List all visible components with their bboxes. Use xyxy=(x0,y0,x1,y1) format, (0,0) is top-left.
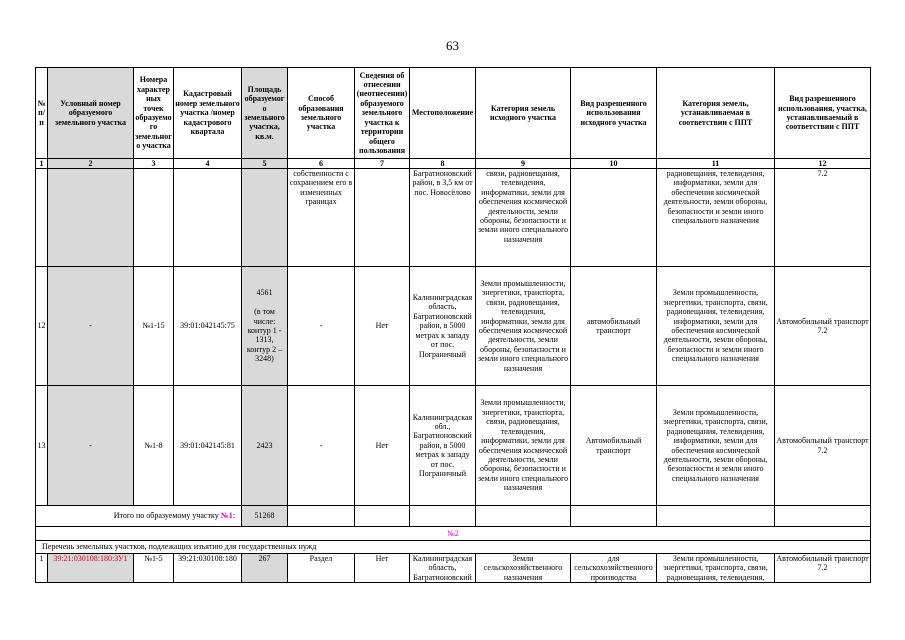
table-cell xyxy=(174,169,242,267)
formation-method-cell: - xyxy=(288,267,355,386)
header-cell: № п/п xyxy=(36,68,48,159)
public-use-cell: Нет xyxy=(355,554,410,583)
conditional-number-cell: 39:21:030108:180:ЗУ1 xyxy=(48,554,134,583)
table-cell xyxy=(134,169,174,267)
permitted-use-ppt-cell: Автомобильный транспорт 7.2 xyxy=(775,267,871,386)
header-cell: Кадастровый номер земельного участка /номер кадастрового квартала xyxy=(174,68,242,159)
row-number-cell: 12 xyxy=(36,267,48,386)
header-cell: Сведения об отнесении (неотнесении) образуемого земельного участка к территории общего пользования xyxy=(355,68,410,159)
area-cell: 4561 (в том числе: контур 1 - 1313, контур 2 – 3248) xyxy=(242,267,288,386)
column-number: 9 xyxy=(476,159,571,169)
permitted-use-ppt-cell: Автомобильный транспорт 7.2 xyxy=(775,386,871,506)
public-use-cell: Нет xyxy=(355,267,410,386)
cadastral-number-cell: 39:01:042145:81 xyxy=(174,386,242,506)
total-label-cell xyxy=(36,506,242,527)
header-cell: Категория земель исходного участка xyxy=(476,68,571,159)
permitted-use-ppt-cell: 7.2 xyxy=(775,169,871,267)
column-number-row xyxy=(36,159,871,169)
column-number: 4 xyxy=(174,159,242,169)
table-row-continued xyxy=(36,169,871,267)
header-cell: Вид разрешенного использования исходного участка xyxy=(571,68,657,159)
table-cell xyxy=(775,506,871,527)
land-category-ppt-cell: Земли промышленности, энергетики, транспорта, связи, радиовещания, телевидения, информатики, земли для обеспечения космической деятельности, земли обороны, безопасности и земли иного специального назначения xyxy=(657,267,775,386)
land-category-cell: Земли сельскохозяйственного назначения xyxy=(476,554,571,583)
permitted-use-ppt-cell: Автомобильный транспорт 7.2 xyxy=(775,554,871,583)
header-cell: Вид разрешенного использования, участка, устанавливаемый в соответствии с ППТ xyxy=(775,68,871,159)
section-heading-row xyxy=(36,527,871,541)
table-cell xyxy=(242,169,288,267)
header-cell: Способ образования земельного участка xyxy=(288,68,355,159)
header-cell: Условный номер образуемого земельного участка xyxy=(48,68,134,159)
table-cell xyxy=(355,169,410,267)
table-row xyxy=(36,267,871,386)
cadastral-number-cell: 39:21:030108:180 xyxy=(174,554,242,583)
land-category-cell: Земли промышленности, энергетики, транспорта, связи, радиовещания, телевидения, информатики, земли для обеспечения космической деятельности, земли обороны, безопасности и земли иного специального назначения xyxy=(476,267,571,386)
header-row xyxy=(36,68,871,159)
column-number: 12 xyxy=(775,159,871,169)
location-cell: Калининградская область, Багратионовский xyxy=(410,554,476,583)
formation-method-cell: - xyxy=(288,386,355,506)
location-cell: Багратионовский район, в 3,5 км от пос. Новосёлово xyxy=(410,169,476,267)
table-cell xyxy=(571,169,657,267)
plot-reference: №1 xyxy=(220,511,233,521)
row-number-cell: 13 xyxy=(36,386,48,506)
page-number: 63 xyxy=(446,38,459,53)
formation-method-cell: Раздел xyxy=(288,554,355,583)
table-cell xyxy=(657,506,775,527)
header-cell: Категория земель, устанавливаемая в соответствии с ППТ xyxy=(657,68,775,159)
table-cell xyxy=(355,506,410,527)
column-number: 2 xyxy=(48,159,134,169)
table-cell xyxy=(36,169,48,267)
public-use-cell: Нет xyxy=(355,386,410,506)
column-number: 6 xyxy=(288,159,355,169)
total-label: Итого по образуемому участку xyxy=(113,511,219,521)
conditional-number-cell: - xyxy=(48,267,134,386)
column-number: 8 xyxy=(410,159,476,169)
points-cell: №1-8 xyxy=(134,386,174,506)
land-category-ppt-cell: Земли промышленности, энергетики, транспорта, связи, радиовещания, телевидения, информатики, земли для обеспечения космической деятельности, земли обороны, безопасности и земли иного специального назначения xyxy=(657,386,775,506)
land-category-ppt-cell: радиовещания, телевидения, информатики, земли для обеспечения космической деятельности, земли обороны, безопасности и земли иного специального назначения xyxy=(657,169,775,267)
land-category-cell: Земли промышленности, энергетики, транспорта, связи, радиовещания, телевидения, информатики, земли для обеспечения космической деятельности, земли обороны, безопасности и земли иного специального назначения xyxy=(476,386,571,506)
conditional-number-cell: - xyxy=(48,386,134,506)
table-cell xyxy=(288,506,355,527)
table-cell xyxy=(476,506,571,527)
total-colon: : xyxy=(232,511,235,521)
area-cell: 2423 xyxy=(242,386,288,506)
permitted-use-cell: Автомобильный транспорт xyxy=(571,386,657,506)
column-number: 5 xyxy=(242,159,288,169)
section-heading: №2 xyxy=(36,527,871,541)
column-number: 3 xyxy=(134,159,174,169)
column-number: 10 xyxy=(571,159,657,169)
points-cell: №1-5 xyxy=(134,554,174,583)
total-area-cell: 51268 xyxy=(242,506,288,527)
section-subtitle-row xyxy=(36,541,871,554)
section-subtitle: Перечень земельных участков, подлежащих изъятию для государственных нужд xyxy=(36,541,871,554)
table-cell xyxy=(410,506,476,527)
column-number: 11 xyxy=(657,159,775,169)
land-plots-table xyxy=(35,67,871,583)
column-number: 7 xyxy=(355,159,410,169)
total-row xyxy=(36,506,871,527)
header-cell: Местоположение xyxy=(410,68,476,159)
formation-method-cell: собственности с сохранением его в измененных границах xyxy=(288,169,355,267)
table-cell xyxy=(571,506,657,527)
location-cell: Калининградская область, Багратионовский район, в 5000 метрах к западу от пос. Пограничный xyxy=(410,267,476,386)
header-cell: Номера характерных точек образуемого земельного участка xyxy=(134,68,174,159)
land-category-cell: связи, радиовещания, телевидения, информатики, земли для обеспечения космической деятельности, земли обороны, безопасности и земли иного специального назначения xyxy=(476,169,571,267)
permitted-use-cell: для сельскохозяйственного производства xyxy=(571,554,657,583)
table-row xyxy=(36,386,871,506)
column-number: 1 xyxy=(36,159,48,169)
cadastral-number-cell: 39:01:042145:75 xyxy=(174,267,242,386)
points-cell: №1-15 xyxy=(134,267,174,386)
row-number-cell: 1 xyxy=(36,554,48,583)
permitted-use-cell: автомобильный транспорт xyxy=(571,267,657,386)
table-row xyxy=(36,554,871,583)
table-cell xyxy=(48,169,134,267)
header-cell: Площадь образуемого земельного участка, кв.м. xyxy=(242,68,288,159)
area-cell: 267 xyxy=(242,554,288,583)
location-cell: Калининградская обл., Багратионовский район, в 5000 метрах к западу от пос. Пограничный xyxy=(410,386,476,506)
land-category-ppt-cell: Земли промышленности, энергетики, транспорта, связи, радиовещания, телевидения, xyxy=(657,554,775,583)
